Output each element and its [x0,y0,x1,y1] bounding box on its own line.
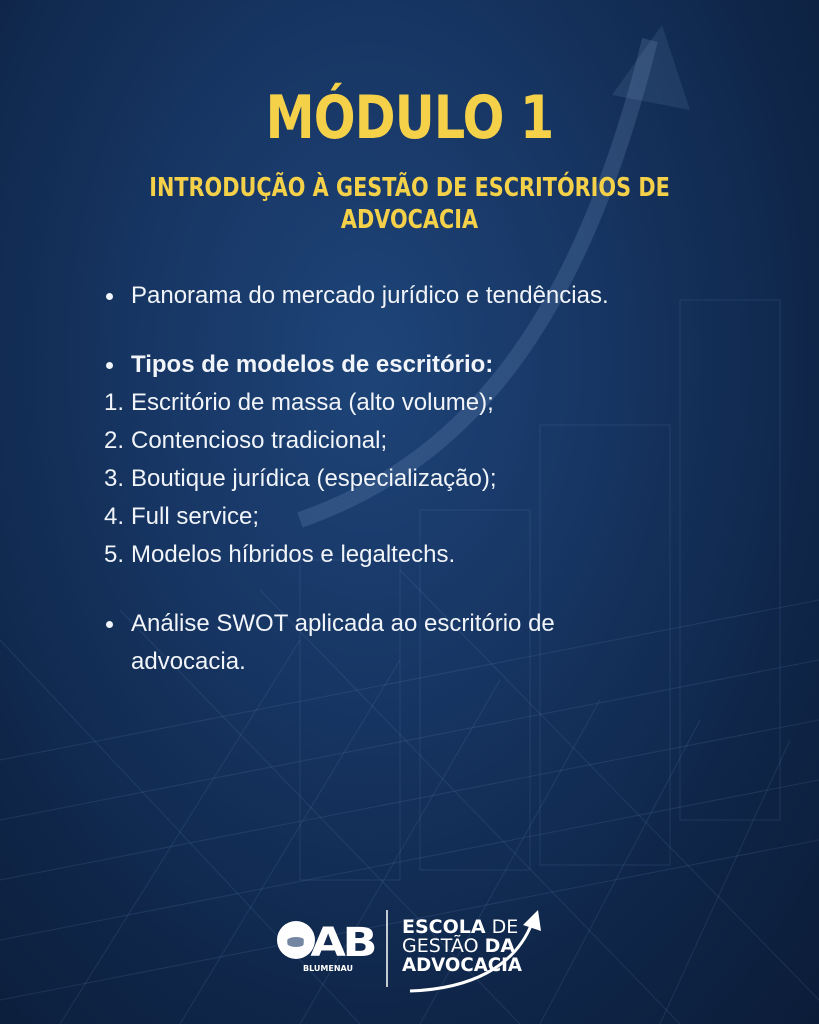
bullet-tipos [104,346,724,384]
module-title: MÓDULO 1 [265,83,554,153]
escola-gestao-logo [402,910,541,991]
bullet-panorama-text: Panorama do mercado jurídico e tendências. [131,282,609,309]
list-item [104,536,724,574]
list-number: 5. [104,541,125,568]
footer-logos [270,905,560,1000]
module-subtitle: INTRODUÇÃO À GESTÃO DE ESCRITÓRIOS DE ADVOCACIA [149,173,670,235]
bullet-dot [106,362,113,369]
oab-logo-text: OAB [276,920,375,966]
oab-logo-subtitle: BLUMENAU [303,964,353,973]
module-content [104,277,724,681]
list-text: Modelos híbridos e legaltechs. [131,541,456,568]
advocacia-word: ADVOCACIA [402,954,523,976]
list-item [104,460,724,498]
list-text: Escritório de massa (alto volume); [131,389,494,416]
escola-word: ESCOLA [402,916,486,938]
list-number: 2. [104,427,125,454]
list-item [104,422,724,460]
bullet-panorama [104,277,724,315]
list-text: Boutique jurídica (especialização); [131,465,497,492]
list-item [104,498,724,536]
bullet-swot-line1: Análise SWOT aplicada ao escritório de [131,610,555,637]
bullet-swot-line2: advocacia. [131,648,246,675]
oab-logo [276,920,375,973]
arrow-head-icon [523,910,541,931]
bullet-swot [104,605,724,681]
bullet-dot [106,621,113,628]
bullet-dot [106,293,113,300]
list-item [104,384,724,422]
list-number: 1. [104,389,125,416]
list-text: Full service; [131,503,260,530]
bullet-tipos-text: Tipos de modelos de escritório: [131,351,494,378]
list-text: Contencioso tradicional; [131,427,388,454]
list-number: 3. [104,465,125,492]
gestao-word: GESTÃO [402,935,479,957]
de-word: DE [491,916,519,938]
list-number: 4. [104,503,125,530]
da-word: DA [484,935,516,957]
